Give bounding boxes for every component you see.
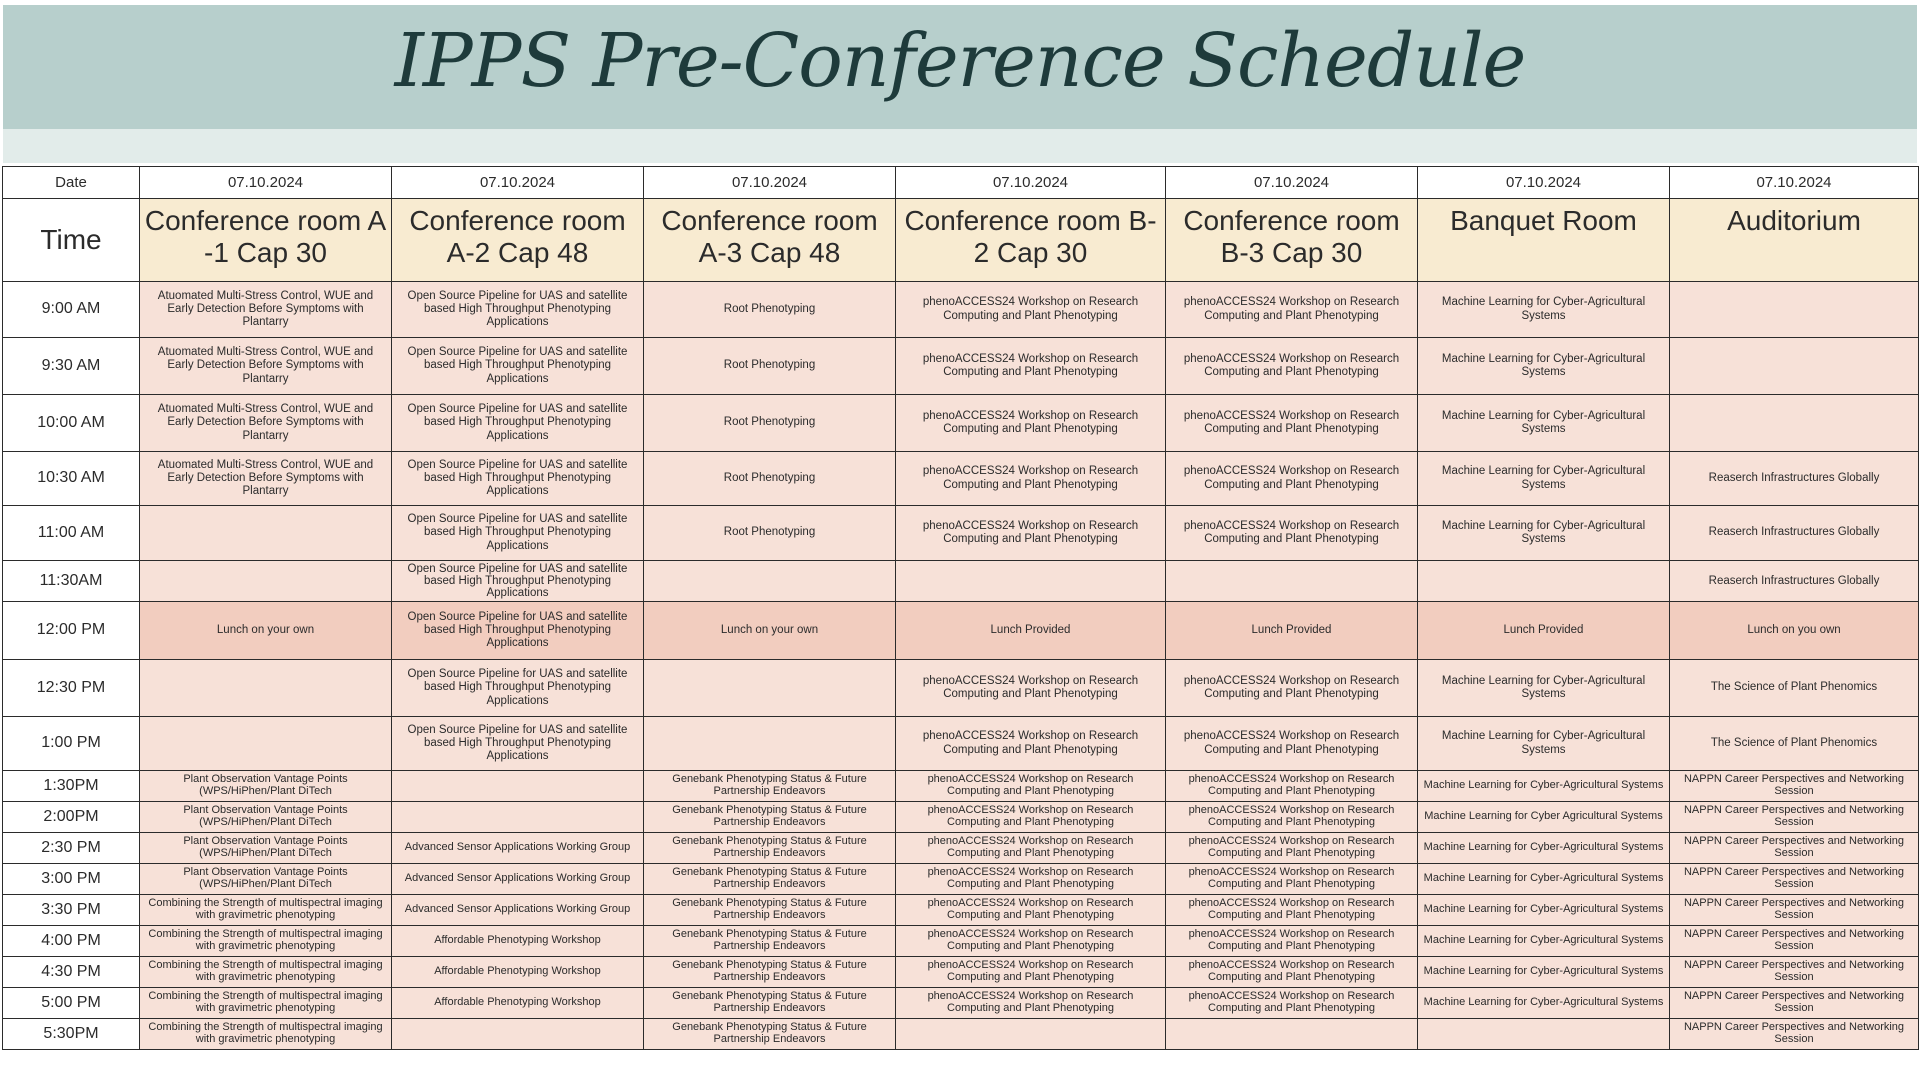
session-cell: Open Source Pipeline for UAS and satellite based High Throughput Phenotyping Applications bbox=[392, 506, 644, 561]
session-cell: NAPPN Career Perspectives and Networking Session bbox=[1670, 926, 1919, 957]
session-cell: Plant Observation Vantage Points (WPS/HiPhen/Plant DiTech bbox=[140, 864, 392, 895]
time-slot-label: 3:00 PM bbox=[3, 864, 140, 895]
session-cell: Combining the Strength of multispectral imaging with gravimetric phenotyping bbox=[140, 957, 392, 988]
time-slot-label: 5:30PM bbox=[3, 1019, 140, 1050]
session-cell: Open Source Pipeline for UAS and satellite based High Throughput Phenotyping Applications bbox=[392, 452, 644, 506]
session-cell: Open Source Pipeline for UAS and satellite based High Throughput Phenotyping Applications bbox=[392, 660, 644, 717]
session-cell: phenoACCESS24 Workshop on Research Computing and Plant Phenotyping bbox=[896, 864, 1166, 895]
session-cell bbox=[1418, 561, 1670, 602]
session-cell: Root Phenotyping bbox=[644, 452, 896, 506]
time-slot-row bbox=[3, 988, 1919, 1019]
session-cell: Plant Observation Vantage Points (WPS/HiPhen/Plant DiTech bbox=[140, 771, 392, 802]
session-cell: Machine Learning for Cyber-Agricultural Systems bbox=[1418, 926, 1670, 957]
session-cell: phenoACCESS24 Workshop on Research Computing and Plant Phenotyping bbox=[896, 717, 1166, 771]
session-cell: The Science of Plant Phenomics bbox=[1670, 717, 1919, 771]
session-cell: NAPPN Career Perspectives and Networking Session bbox=[1670, 833, 1919, 864]
session-cell: NAPPN Career Perspectives and Networking Session bbox=[1670, 864, 1919, 895]
time-slot-label: 11:30AM bbox=[3, 561, 140, 602]
session-cell: phenoACCESS24 Workshop on Research Computing and Plant Phenotyping bbox=[1166, 717, 1418, 771]
session-cell: Open Source Pipeline for UAS and satellite based High Throughput Phenotyping Applications bbox=[392, 602, 644, 660]
room-header: Auditorium bbox=[1670, 199, 1919, 282]
session-cell: Genebank Phenotyping Status & Future Partnership Endeavors bbox=[644, 988, 896, 1019]
session-cell: phenoACCESS24 Workshop on Research Computing and Plant Phenotyping bbox=[1166, 895, 1418, 926]
room-header: Conference room A-2 Cap 48 bbox=[392, 199, 644, 282]
time-slot-row bbox=[3, 660, 1919, 717]
time-column-header: Time bbox=[3, 199, 140, 282]
session-cell: NAPPN Career Perspectives and Networking Session bbox=[1670, 1019, 1919, 1050]
time-slot-label: 4:00 PM bbox=[3, 926, 140, 957]
date-cell: 07.10.2024 bbox=[1418, 167, 1670, 199]
session-cell: NAPPN Career Perspectives and Networking Session bbox=[1670, 895, 1919, 926]
schedule-body bbox=[3, 282, 1919, 1050]
time-slot-label: 12:30 PM bbox=[3, 660, 140, 717]
time-slot-label: 10:00 AM bbox=[3, 395, 140, 452]
session-cell bbox=[140, 660, 392, 717]
session-cell: phenoACCESS24 Workshop on Research Computing and Plant Phenotyping bbox=[896, 282, 1166, 338]
session-cell: Advanced Sensor Applications Working Group bbox=[392, 895, 644, 926]
session-cell: Genebank Phenotyping Status & Future Partnership Endeavors bbox=[644, 833, 896, 864]
session-cell: Genebank Phenotyping Status & Future Partnership Endeavors bbox=[644, 802, 896, 833]
session-cell: NAPPN Career Perspectives and Networking Session bbox=[1670, 771, 1919, 802]
time-slot-row bbox=[3, 957, 1919, 988]
session-cell: Open Source Pipeline for UAS and satellite based High Throughput Phenotyping Applications bbox=[392, 395, 644, 452]
session-cell: Genebank Phenotyping Status & Future Partnership Endeavors bbox=[644, 957, 896, 988]
time-slot-row bbox=[3, 717, 1919, 771]
room-header: Conference room B-2 Cap 30 bbox=[896, 199, 1166, 282]
session-cell: phenoACCESS24 Workshop on Research Computing and Plant Phenotyping bbox=[896, 660, 1166, 717]
session-cell: phenoACCESS24 Workshop on Research Computing and Plant Phenotyping bbox=[1166, 864, 1418, 895]
session-cell bbox=[392, 771, 644, 802]
time-slot-row bbox=[3, 452, 1919, 506]
session-cell: phenoACCESS24 Workshop on Research Computing and Plant Phenotyping bbox=[896, 338, 1166, 395]
time-slot-label: 11:00 AM bbox=[3, 506, 140, 561]
session-cell bbox=[1670, 395, 1919, 452]
session-cell: phenoACCESS24 Workshop on Research Computing and Plant Phenotyping bbox=[1166, 452, 1418, 506]
date-cell: 07.10.2024 bbox=[896, 167, 1166, 199]
time-slot-label: 1:30PM bbox=[3, 771, 140, 802]
session-cell: Open Source Pipeline for UAS and satellite based High Throughput Phenotyping Applications bbox=[392, 282, 644, 338]
session-cell: phenoACCESS24 Workshop on Research Computing and Plant Phenotyping bbox=[1166, 282, 1418, 338]
session-cell: phenoACCESS24 Workshop on Research Computing and Plant Phenotyping bbox=[1166, 338, 1418, 395]
session-cell bbox=[1418, 1019, 1670, 1050]
date-label: Date bbox=[3, 167, 140, 199]
session-cell: Machine Learning for Cyber Agricultural Systems bbox=[1418, 802, 1670, 833]
session-cell: phenoACCESS24 Workshop on Research Computing and Plant Phenotyping bbox=[896, 926, 1166, 957]
session-cell: phenoACCESS24 Workshop on Research Computing and Plant Phenotyping bbox=[896, 833, 1166, 864]
session-cell: Lunch Provided bbox=[1418, 602, 1670, 660]
session-cell bbox=[140, 561, 392, 602]
session-cell: Genebank Phenotyping Status & Future Partnership Endeavors bbox=[644, 1019, 896, 1050]
session-cell: phenoACCESS24 Workshop on Research Computing and Plant Phenotyping bbox=[896, 988, 1166, 1019]
session-cell bbox=[896, 1019, 1166, 1050]
session-cell: Plant Observation Vantage Points (WPS/HiPhen/Plant DiTech bbox=[140, 802, 392, 833]
time-slot-row bbox=[3, 282, 1919, 338]
session-cell: Machine Learning for Cyber-Agricultural Systems bbox=[1418, 338, 1670, 395]
room-header-row bbox=[3, 199, 1919, 282]
session-cell: Lunch on your own bbox=[644, 602, 896, 660]
session-cell bbox=[644, 660, 896, 717]
session-cell: Genebank Phenotyping Status & Future Partnership Endeavors bbox=[644, 864, 896, 895]
session-cell: Reaserch Infrastructures Globally bbox=[1670, 561, 1919, 602]
session-cell: Root Phenotyping bbox=[644, 506, 896, 561]
session-cell: phenoACCESS24 Workshop on Research Computing and Plant Phenotyping bbox=[896, 395, 1166, 452]
time-slot-row bbox=[3, 926, 1919, 957]
session-cell: Root Phenotyping bbox=[644, 338, 896, 395]
session-cell: Reaserch Infrastructures Globally bbox=[1670, 506, 1919, 561]
session-cell bbox=[896, 561, 1166, 602]
session-cell: Combining the Strength of multispectral imaging with gravimetric phenotyping bbox=[140, 988, 392, 1019]
session-cell: phenoACCESS24 Workshop on Research Computing and Plant Phenotyping bbox=[896, 895, 1166, 926]
session-cell: phenoACCESS24 Workshop on Research Computing and Plant Phenotyping bbox=[1166, 957, 1418, 988]
date-cell: 07.10.2024 bbox=[1166, 167, 1418, 199]
time-slot-label: 9:30 AM bbox=[3, 338, 140, 395]
time-slot-row bbox=[3, 561, 1919, 602]
session-cell: phenoACCESS24 Workshop on Research Computing and Plant Phenotyping bbox=[1166, 926, 1418, 957]
title-subband bbox=[3, 129, 1917, 163]
date-row bbox=[3, 167, 1919, 199]
session-cell: Affordable Phenotyping Workshop bbox=[392, 926, 644, 957]
time-slot-label: 2:30 PM bbox=[3, 833, 140, 864]
session-cell: phenoACCESS24 Workshop on Research Computing and Plant Phenotyping bbox=[1166, 833, 1418, 864]
session-cell: Reaserch Infrastructures Globally bbox=[1670, 452, 1919, 506]
time-slot-row bbox=[3, 802, 1919, 833]
date-cell: 07.10.2024 bbox=[644, 167, 896, 199]
session-cell bbox=[140, 717, 392, 771]
session-cell bbox=[644, 717, 896, 771]
date-cell: 07.10.2024 bbox=[140, 167, 392, 199]
time-slot-label: 1:00 PM bbox=[3, 717, 140, 771]
session-cell: Machine Learning for Cyber-Agricultural Systems bbox=[1418, 717, 1670, 771]
session-cell: Plant Observation Vantage Points (WPS/HiPhen/Plant DiTech bbox=[140, 833, 392, 864]
session-cell: Machine Learning for Cyber-Agricultural Systems bbox=[1418, 282, 1670, 338]
date-cell: 07.10.2024 bbox=[1670, 167, 1919, 199]
room-header: Conference room A -1 Cap 30 bbox=[140, 199, 392, 282]
time-slot-label: 5:00 PM bbox=[3, 988, 140, 1019]
session-cell: Atuomated Multi-Stress Control, WUE and Early Detection Before Symptoms with Plantarry bbox=[140, 452, 392, 506]
session-cell: Machine Learning for Cyber-Agricultural Systems bbox=[1418, 395, 1670, 452]
session-cell bbox=[1166, 1019, 1418, 1050]
session-cell: Open Source Pipeline for UAS and satellite based High Throughput Phenotyping Applications bbox=[392, 717, 644, 771]
time-slot-row bbox=[3, 771, 1919, 802]
session-cell: phenoACCESS24 Workshop on Research Computing and Plant Phenotyping bbox=[896, 506, 1166, 561]
session-cell: NAPPN Career Perspectives and Networking Session bbox=[1670, 957, 1919, 988]
session-cell: Machine Learning for Cyber-Agricultural Systems bbox=[1418, 506, 1670, 561]
session-cell bbox=[140, 506, 392, 561]
session-cell: phenoACCESS24 Workshop on Research Computing and Plant Phenotyping bbox=[896, 957, 1166, 988]
session-cell: phenoACCESS24 Workshop on Research Computing and Plant Phenotyping bbox=[1166, 506, 1418, 561]
time-slot-row bbox=[3, 1019, 1919, 1050]
session-cell: Lunch on your own bbox=[140, 602, 392, 660]
session-cell: Genebank Phenotyping Status & Future Partnership Endeavors bbox=[644, 895, 896, 926]
room-header: Banquet Room bbox=[1418, 199, 1670, 282]
session-cell: Machine Learning for Cyber-Agricultural Systems bbox=[1418, 771, 1670, 802]
time-slot-label: 3:30 PM bbox=[3, 895, 140, 926]
session-cell: Combining the Strength of multispectral imaging with gravimetric phenotyping bbox=[140, 895, 392, 926]
time-slot-label: 2:00PM bbox=[3, 802, 140, 833]
session-cell: Machine Learning for Cyber-Agricultural Systems bbox=[1418, 833, 1670, 864]
session-cell bbox=[1166, 561, 1418, 602]
session-cell: Root Phenotyping bbox=[644, 282, 896, 338]
session-cell: NAPPN Career Perspectives and Networking Session bbox=[1670, 988, 1919, 1019]
time-slot-label: 10:30 AM bbox=[3, 452, 140, 506]
time-slot-row bbox=[3, 395, 1919, 452]
session-cell bbox=[392, 1019, 644, 1050]
title-banner bbox=[3, 5, 1917, 129]
time-slot-row bbox=[3, 833, 1919, 864]
session-cell: Machine Learning for Cyber-Agricultural Systems bbox=[1418, 660, 1670, 717]
session-cell bbox=[1670, 338, 1919, 395]
session-cell: phenoACCESS24 Workshop on Research Computing and Plant Phenotyping bbox=[1166, 771, 1418, 802]
session-cell: Atuomated Multi-Stress Control, WUE and Early Detection Before Symptoms with Plantarry bbox=[140, 395, 392, 452]
session-cell: The Science of Plant Phenomics bbox=[1670, 660, 1919, 717]
session-cell bbox=[392, 802, 644, 833]
time-slot-row bbox=[3, 602, 1919, 660]
session-cell: Machine Learning for Cyber-Agricultural Systems bbox=[1418, 957, 1670, 988]
time-slot-row bbox=[3, 506, 1919, 561]
session-cell: phenoACCESS24 Workshop on Research Computing and Plant Phenotyping bbox=[896, 771, 1166, 802]
session-cell: Genebank Phenotyping Status & Future Partnership Endeavors bbox=[644, 771, 896, 802]
room-header: Conference room B-3 Cap 30 bbox=[1166, 199, 1418, 282]
session-cell: Combining the Strength of multispectral imaging with gravimetric phenotyping bbox=[140, 1019, 392, 1050]
session-cell: Combining the Strength of multispectral imaging with gravimetric phenotyping bbox=[140, 926, 392, 957]
session-cell: phenoACCESS24 Workshop on Research Computing and Plant Phenotyping bbox=[1166, 660, 1418, 717]
session-cell: Machine Learning for Cyber-Agricultural Systems bbox=[1418, 452, 1670, 506]
date-cell: 07.10.2024 bbox=[392, 167, 644, 199]
session-cell: NAPPN Career Perspectives and Networking Session bbox=[1670, 802, 1919, 833]
room-header: Conference room A-3 Cap 48 bbox=[644, 199, 896, 282]
session-cell: Advanced Sensor Applications Working Group bbox=[392, 833, 644, 864]
time-slot-label: 4:30 PM bbox=[3, 957, 140, 988]
time-slot-label: 12:00 PM bbox=[3, 602, 140, 660]
page-title: IPPS Pre-Conference Schedule bbox=[394, 18, 1526, 104]
time-slot-label: 9:00 AM bbox=[3, 282, 140, 338]
session-cell: Lunch Provided bbox=[896, 602, 1166, 660]
session-cell bbox=[644, 561, 896, 602]
session-cell: Lunch on you own bbox=[1670, 602, 1919, 660]
schedule-table bbox=[2, 166, 1919, 1050]
session-cell: Atuomated Multi-Stress Control, WUE and Early Detection Before Symptoms with Plantarry bbox=[140, 338, 392, 395]
session-cell: phenoACCESS24 Workshop on Research Computing and Plant Phenotyping bbox=[1166, 395, 1418, 452]
time-slot-row bbox=[3, 864, 1919, 895]
session-cell: Genebank Phenotyping Status & Future Partnership Endeavors bbox=[644, 926, 896, 957]
time-slot-row bbox=[3, 338, 1919, 395]
session-cell: Open Source Pipeline for UAS and satellite based High Throughput Phenotyping Applications bbox=[392, 338, 644, 395]
session-cell: Lunch Provided bbox=[1166, 602, 1418, 660]
session-cell: Root Phenotyping bbox=[644, 395, 896, 452]
session-cell: phenoACCESS24 Workshop on Research Computing and Plant Phenotyping bbox=[1166, 988, 1418, 1019]
session-cell: phenoACCESS24 Workshop on Research Computing and Plant Phenotyping bbox=[896, 802, 1166, 833]
session-cell: Machine Learning for Cyber-Agricultural Systems bbox=[1418, 895, 1670, 926]
session-cell: Advanced Sensor Applications Working Group bbox=[392, 864, 644, 895]
session-cell: Affordable Phenotyping Workshop bbox=[392, 988, 644, 1019]
time-slot-row bbox=[3, 895, 1919, 926]
session-cell bbox=[1670, 282, 1919, 338]
session-cell: phenoACCESS24 Workshop on Research Computing and Plant Phenotyping bbox=[1166, 802, 1418, 833]
session-cell: Atuomated Multi-Stress Control, WUE and Early Detection Before Symptoms with Plantarry bbox=[140, 282, 392, 338]
session-cell: Affordable Phenotyping Workshop bbox=[392, 957, 644, 988]
session-cell: Open Source Pipeline for UAS and satellite based High Throughput Phenotyping Applications bbox=[392, 561, 644, 602]
session-cell: phenoACCESS24 Workshop on Research Computing and Plant Phenotyping bbox=[896, 452, 1166, 506]
session-cell: Machine Learning for Cyber-Agricultural Systems bbox=[1418, 988, 1670, 1019]
session-cell: Machine Learning for Cyber-Agricultural Systems bbox=[1418, 864, 1670, 895]
